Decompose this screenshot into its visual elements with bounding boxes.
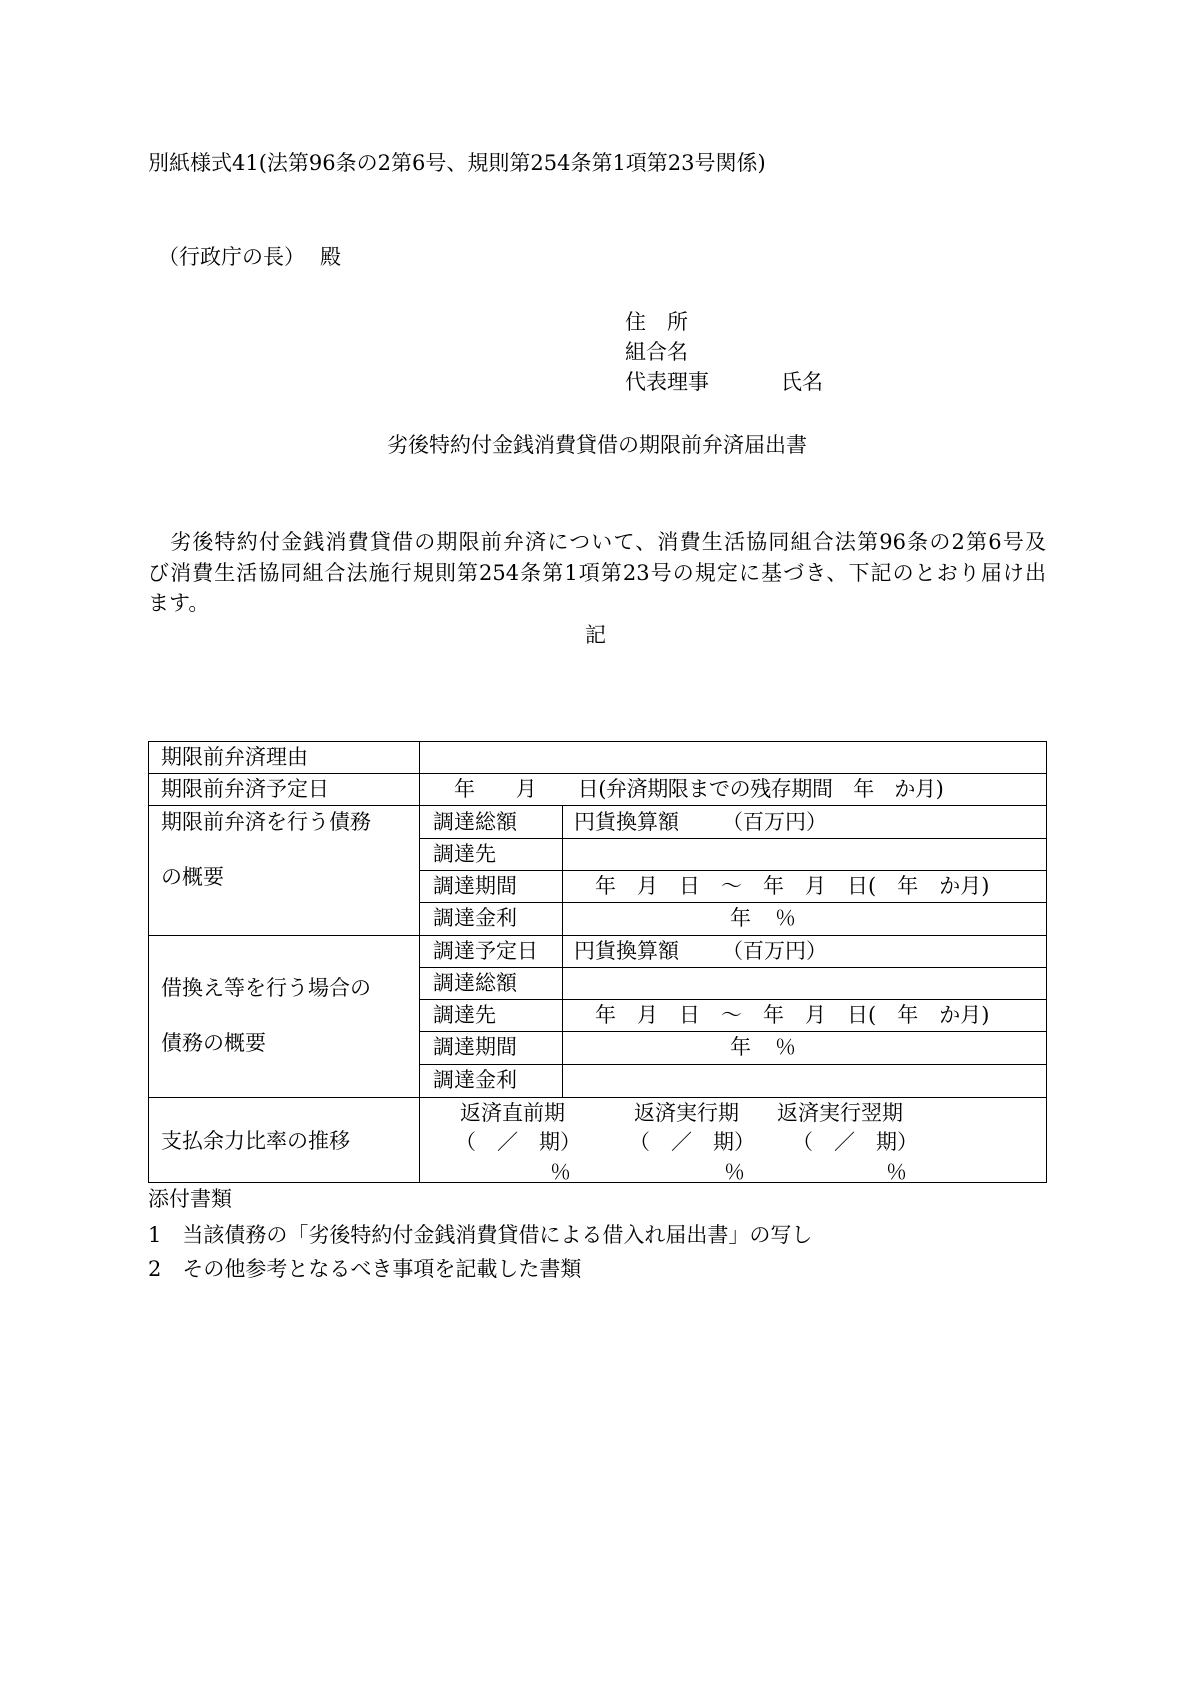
period-placeholder: （ ／ 期） — [792, 1130, 918, 1154]
group2-row-label: 調達先 — [433, 1003, 496, 1027]
solvency-label: 支払余力比率の推移 — [161, 1129, 350, 1153]
group1-label-line1: 期限前弁済を行う債務 — [161, 810, 371, 834]
yen-label: 円貨換算額 — [574, 939, 679, 963]
group2-row-label: 調達金利 — [433, 1068, 517, 1092]
representative-label: 代表理事 — [625, 370, 709, 394]
attachment-item: 1 当該債務の「劣後特約付金銭消費貸借による借入れ届出書」の写し — [148, 1223, 813, 1247]
rate-year: 年 — [730, 906, 751, 930]
group2-label-line2: 債務の概要 — [161, 1031, 266, 1055]
group2-label-line1: 借換え等を行う場合の — [161, 976, 371, 1000]
group2-row-label: 調達期間 — [433, 1035, 517, 1059]
percent-sign: ％ — [724, 1160, 745, 1184]
group2-row-label: 調達予定日 — [433, 939, 538, 963]
group1-row-label: 調達総額 — [433, 810, 517, 834]
period-range: 年 月 日 ～ 年 月 日( 年 か月) — [595, 874, 990, 898]
percent-sign: ％ — [550, 1160, 571, 1184]
attachment-item: 2 その他参考となるべき事項を記載した書類 — [148, 1257, 582, 1281]
solvency-column-header: 返済実行翌期 — [777, 1101, 903, 1125]
form-header: 別紙様式41(法第96条の2第6号、規則第254条第1項第23号関係) — [148, 151, 766, 175]
yen-label: 円貨換算額 — [574, 810, 679, 834]
million-yen-label: （百万円） — [722, 810, 827, 834]
body-line-3: ます。 — [148, 591, 210, 615]
solvency-column-header: 返済実行期 — [634, 1101, 739, 1125]
million-yen-label: （百万円） — [722, 939, 827, 963]
attachments-heading: 添付書類 — [148, 1187, 232, 1211]
reason-label: 期限前弁済理由 — [161, 745, 308, 769]
group1-row-label: 調達金利 — [433, 906, 517, 930]
group2-row-label: 調達総額 — [433, 971, 517, 995]
body-line-2: び消費生活協同組合法施行規則第254条第1項第23号の規定に基づき、下記のとおり届け出 — [148, 561, 1046, 585]
date-label: 期限前弁済予定日 — [161, 777, 329, 801]
name-label: 氏名 — [781, 370, 823, 394]
rate-year: 年 — [730, 1035, 751, 1059]
addressee-suffix: 殿 — [320, 245, 341, 269]
group1-label-line2: の概要 — [161, 865, 224, 889]
body-line-1: 劣後特約付金銭消費貸借の期限前弁済について、消費生活協同組合法第96条の2第6号及 — [148, 530, 1046, 554]
document-title: 劣後特約付金銭消費貸借の期限前弁済届出書 — [387, 433, 807, 457]
period-range: 年 月 日 ～ 年 月 日( 年 か月) — [595, 1003, 990, 1027]
period-placeholder: （ ／ 期） — [629, 1130, 755, 1154]
period-placeholder: （ ／ 期） — [455, 1130, 581, 1154]
address-label: 住 所 — [625, 310, 688, 334]
ki-heading: 記 — [585, 623, 606, 647]
group1-row-label: 調達期間 — [433, 874, 517, 898]
date-value: 年 月 日(弁済期限までの残存期間 年 か月) — [454, 777, 944, 801]
addressee: （行政庁の長） — [158, 245, 305, 269]
rate-percent: ％ — [775, 1035, 796, 1059]
rate-percent: ％ — [775, 906, 796, 930]
group1-row-label: 調達先 — [433, 842, 496, 866]
union-name-label: 組合名 — [625, 340, 688, 364]
solvency-column-header: 返済直前期 — [460, 1101, 565, 1125]
percent-sign: ％ — [886, 1160, 907, 1184]
